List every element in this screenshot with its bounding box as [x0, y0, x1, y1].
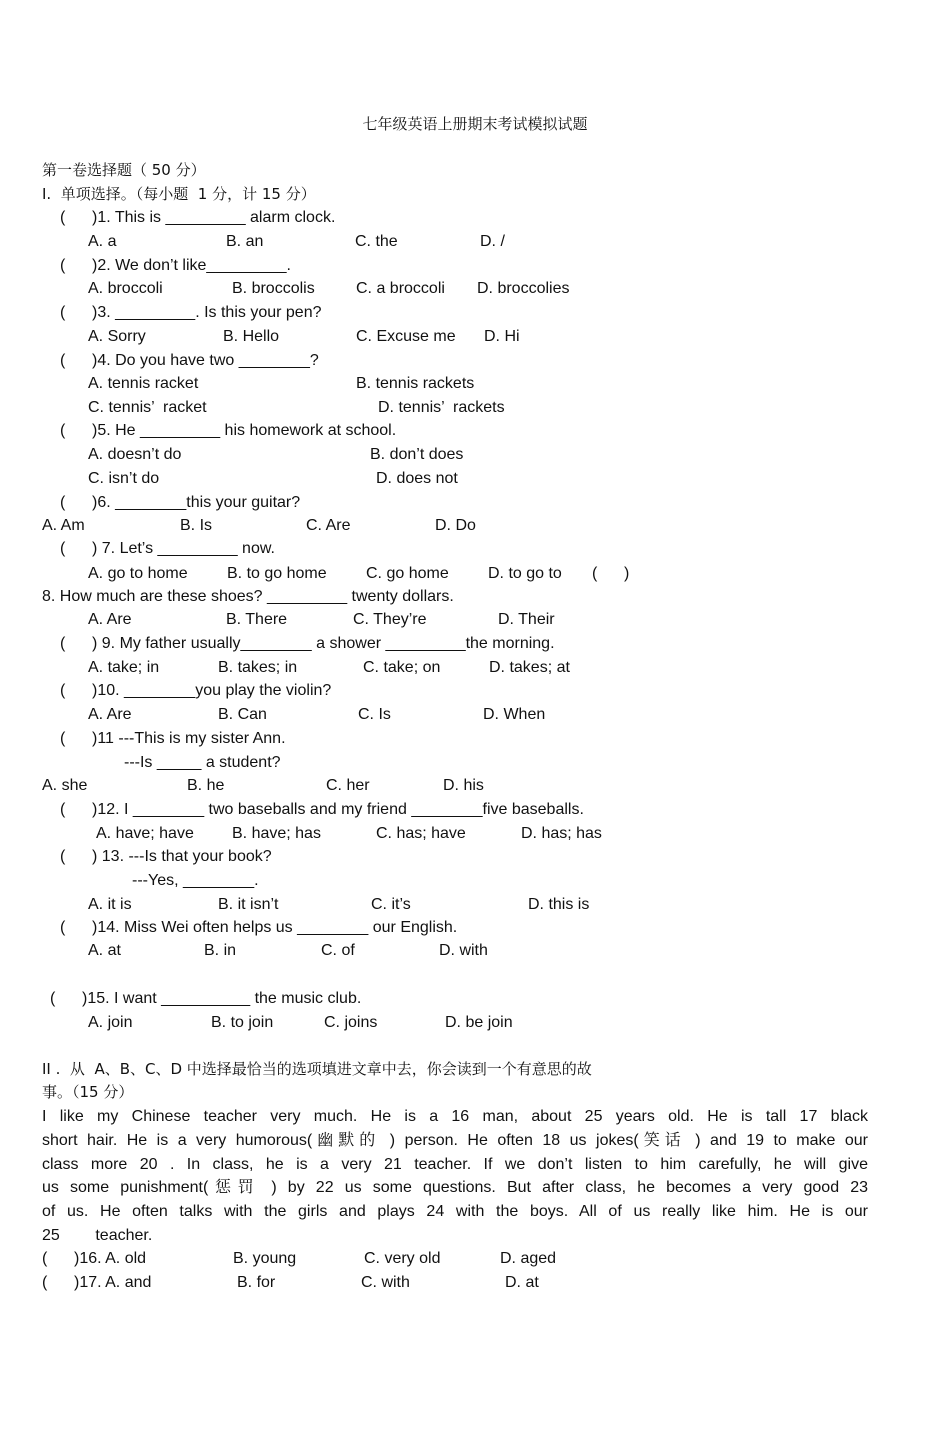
- exam-line: ( )15. I want __________ the music club.: [50, 990, 362, 1007]
- q16-option-c: C. very old: [364, 1250, 441, 1267]
- exam-line: D. /: [480, 233, 505, 250]
- exam-line: A. Am: [42, 517, 85, 534]
- exam-line: A. at: [88, 942, 121, 959]
- exam-line: ---Yes, ________.: [132, 872, 259, 889]
- exam-line: C. Is: [358, 706, 391, 723]
- passage-line: I like my Chinese teacher very much. He is a 16 man, about 25 years old. He is tall 17 black: [42, 1108, 868, 1125]
- exam-line: D. has; has: [521, 825, 602, 842]
- q17-option-b: B. for: [237, 1274, 276, 1291]
- exam-line: C. take; on: [363, 659, 441, 676]
- exam-line: C. They’re: [353, 611, 427, 628]
- exam-line: B. don’t does: [370, 446, 464, 463]
- exam-line: C. Are: [306, 517, 351, 534]
- exam-line: C. go home: [366, 565, 449, 582]
- exam-line: A. Are: [88, 706, 132, 723]
- exam-line: ( )11 ---This is my sister Ann.: [60, 730, 286, 747]
- part-two-heading-cont: 事。（15 分）: [42, 1083, 134, 1101]
- exam-line: A. she: [42, 777, 88, 794]
- exam-line: A. go to home: [88, 565, 188, 582]
- exam-line: A. doesn’t do: [88, 446, 182, 463]
- exam-line: C. joins: [324, 1014, 378, 1031]
- exam-line: C. a broccoli: [356, 280, 445, 297]
- exam-line: ( )5. He _________ his homework at school.: [60, 422, 397, 439]
- exam-line: ( )4. Do you have two ________?: [60, 352, 319, 369]
- exam-line: B. tennis rackets: [356, 375, 475, 392]
- exam-line: D. tennis’ rackets: [378, 399, 505, 416]
- passage-line: short hair. He is a very humorous(幽默的 ) person. He often 18 us jokes(笑话 ) and 19 to make our: [42, 1132, 868, 1149]
- exam-line: ( ) 13. ---Is that your book?: [60, 848, 272, 865]
- exam-line: ---Is _____ a student?: [124, 754, 281, 771]
- exam-line: B. have; has: [232, 825, 321, 842]
- exam-line: A. have; have: [96, 825, 194, 842]
- part-two-heading: II . 从 A、B、C、D 中选择最恰当的选项填进文章中去，你会读到一个有意思的故: [42, 1060, 592, 1078]
- passage-last-line: 25 teacher.: [42, 1227, 153, 1244]
- section-heading: 第一卷选择题（ 50 分）: [42, 161, 206, 179]
- exam-line: D. broccolies: [477, 280, 570, 297]
- exam-line: B. in: [204, 942, 237, 959]
- exam-line: C. tennis’ racket: [88, 399, 207, 416]
- exam-line: B. takes; in: [218, 659, 298, 676]
- exam-line: ( ) 7. Let’s _________ now.: [60, 540, 275, 557]
- exam-line: B. he: [187, 777, 225, 794]
- exam-line: C. it’s: [371, 896, 411, 913]
- exam-line: D. with: [439, 942, 488, 959]
- exam-line: D. to go to: [488, 565, 562, 582]
- exam-line: D. Hi: [484, 328, 520, 345]
- exam-line: B. Is: [180, 517, 213, 534]
- exam-line: ( )10. ________you play the violin?: [60, 682, 332, 699]
- exam-line: D. When: [483, 706, 546, 723]
- exam-line: C. of: [321, 942, 355, 959]
- passage-line: of us. He often talks with the girls and plays 24 with the boys. All of us really like him. He is our: [42, 1203, 868, 1220]
- exam-line: ( )2. We don’t like_________.: [60, 257, 291, 274]
- exam-line: B. Can: [218, 706, 267, 723]
- q17-option-c: C. with: [361, 1274, 410, 1291]
- exam-line: B. to go home: [227, 565, 327, 582]
- exam-line: A. take; in: [88, 659, 160, 676]
- page-title: 七年级英语上册期末考试模拟试题: [362, 115, 588, 133]
- exam-line: B. it isn’t: [218, 896, 279, 913]
- q17-stem: ( )17. A. and: [42, 1274, 152, 1291]
- exam-line: D. Do: [435, 517, 476, 534]
- exam-line: D. Their: [498, 611, 555, 628]
- exam-line: D. does not: [376, 470, 458, 487]
- q16-option-d: D. aged: [500, 1250, 557, 1267]
- exam-line: ( )6. ________this your guitar?: [60, 494, 301, 511]
- exam-line: 8. How much are these shoes? _________ twenty dollars.: [42, 588, 454, 605]
- exam-line: A. Are: [88, 611, 132, 628]
- exam-line: C. Excuse me: [356, 328, 456, 345]
- q17-option-d: D. at: [505, 1274, 539, 1291]
- exam-line: B. to join: [211, 1014, 274, 1031]
- exam-line: A. join: [88, 1014, 133, 1031]
- exam-line: A. Sorry: [88, 328, 146, 345]
- q16-option-b: B. young: [233, 1250, 297, 1267]
- exam-line: B. Hello: [223, 328, 280, 345]
- exam-line: ( )12. I ________ two baseballs and my friend ________five baseballs.: [60, 801, 584, 818]
- passage-line: us some punishment(惩罚 ) by 22 us some questions. But after class, he becomes a very good 23: [42, 1179, 868, 1196]
- exam-line: D. be join: [445, 1014, 513, 1031]
- exam-line: C. the: [355, 233, 398, 250]
- exam-line: A. tennis racket: [88, 375, 199, 392]
- exam-line: ( ): [592, 565, 630, 582]
- exam-line: D. this is: [528, 896, 590, 913]
- exam-line: C. has; have: [376, 825, 466, 842]
- exam-line: A. a: [88, 233, 117, 250]
- exam-line: C. isn’t do: [88, 470, 160, 487]
- exam-line: A. broccoli: [88, 280, 163, 297]
- exam-line: D. takes; at: [489, 659, 570, 676]
- exam-line: ( )14. Miss Wei often helps us ________ our English.: [60, 919, 458, 936]
- part-one-heading: I. 单项选择。（每小题 1 分，计 15 分）: [42, 185, 316, 203]
- exam-line: B. an: [226, 233, 264, 250]
- exam-line: C. her: [326, 777, 370, 794]
- exam-line: ( ) 9. My father usually________ a shower _________the morning.: [60, 635, 555, 652]
- exam-line: ( )1. This is _________ alarm clock.: [60, 209, 336, 226]
- exam-line: B. There: [226, 611, 288, 628]
- q16-stem: ( )16. A. old: [42, 1250, 147, 1267]
- exam-line: B. broccolis: [232, 280, 315, 297]
- exam-line: D. his: [443, 777, 484, 794]
- exam-line: ( )3. _________. Is this your pen?: [60, 304, 322, 321]
- passage-line: class more 20 . In class, he is a very 21 teacher. If we don’t listen to him carefully, he will give: [42, 1156, 868, 1173]
- exam-line: A. it is: [88, 896, 132, 913]
